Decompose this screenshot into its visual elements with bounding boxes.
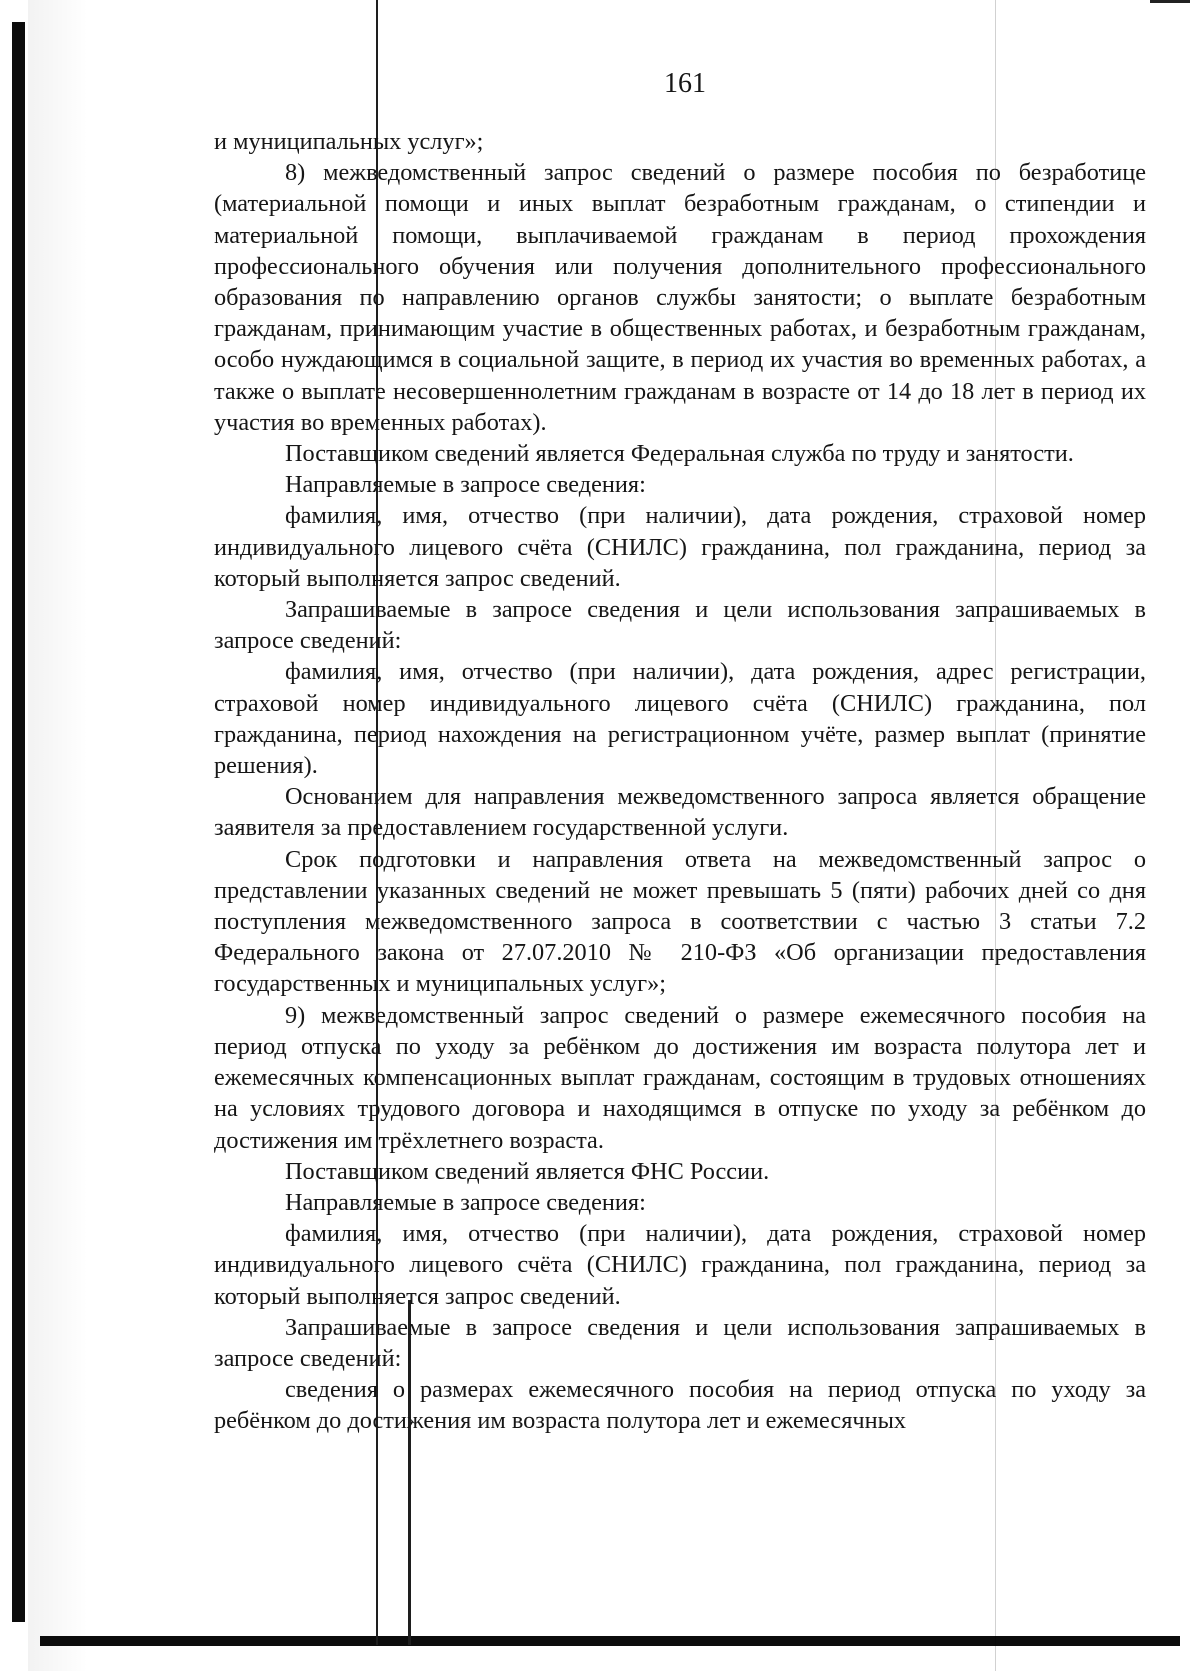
paragraph: 9) межведомственный запрос сведений о размере ежемесячного пособия на период отпуска по уходу за ребёнком до достижения им возраста полутора лет и ежемесячных компенсационных выплат гражданам, состоящим в трудовых отношениях на условиях трудового договора и находящимся в отпуске по уходу за ребёнком до достижения им трёхлетнего возраста. <box>214 1001 1146 1154</box>
scan-edge-bottom <box>40 1636 1180 1646</box>
paragraph: Направляемые в запросе сведения: <box>285 471 646 499</box>
paragraph: фамилия, имя, отчество (при наличии), дата рождения, страховой номер индивидуального лицевого счёта (СНИЛС) гражданина, пол гражданина, период за который выполняется запрос сведений. <box>214 1220 1146 1310</box>
paragraph: Срок подготовки и направления ответа на межведомственный запрос о представлении указанных сведений не может превышать 5 (пяти) рабочих дней со дня поступления межведомственного запроса в соответствии с частью 3 статьи 7.2 Федерального закона от 27.07.2010 № 210-ФЗ «Об организации предоставления государственных и муниципальных услуг»; <box>214 845 1146 998</box>
paragraph: сведения о размерах ежемесячного пособия на период отпуска по уходу за ребёнком до достижения им возраста полутора лет и ежемесячных <box>214 1376 1146 1435</box>
paragraph: 8) межведомственный запрос сведений о размере пособия по безработице (материальной помощи и иных выплат безработным гражданам, о стипендии и материальной помощи, выплачиваемой гражданам в период прохождения профессионального обучения или получения дополнительного профессионального образования по направлению органов службы занятости; о выплате безработным гражданам, принимающим участие в общественных работах, и безработным гражданам, особо нуждающимся в социальной защите, в период их участия во временных работах, а также о выплате несовершеннолетним гражданам в возрасте от 14 до 18 лет в период их участия во временных работах). <box>214 159 1146 436</box>
scan-edge-left <box>12 22 25 1622</box>
scan-shadow <box>28 0 88 1671</box>
paragraph: фамилия, имя, отчество (при наличии), дата рождения, страховой номер индивидуального лицевого счёта (СНИЛС) гражданина, пол гражданина, период за который выполняется запрос сведений. <box>214 502 1146 592</box>
paragraph: Запрашиваемые в запросе сведения и цели использования запрашиваемых в запросе сведений: <box>214 596 1146 655</box>
paragraph: и муниципальных услуг»; <box>214 128 484 155</box>
scan-edge-top <box>1150 0 1190 3</box>
document-body <box>214 126 1146 1437</box>
paragraph: Основанием для направления межведомственного запроса является обращение заявителя за предоставлением государственной услуги. <box>214 783 1146 842</box>
paragraph: Направляемые в запросе сведения: <box>285 1188 646 1216</box>
paragraph: Запрашиваемые в запросе сведения и цели использования запрашиваемых в запросе сведений: <box>214 1313 1146 1372</box>
paragraph: фамилия, имя, отчество (при наличии), дата рождения, адрес регистрации, страховой номер индивидуального лицевого счёта (СНИЛС) гражданина, пол гражданина, период нахождения на регистрационном учёте, размер выплат (принятие решения). <box>214 658 1146 780</box>
paragraph: Поставщиком сведений является Федеральная служба по труду и занятости. <box>285 440 1074 468</box>
page-number: 161 <box>664 68 706 99</box>
paragraph: Поставщиком сведений является ФНС России. <box>285 1157 770 1185</box>
